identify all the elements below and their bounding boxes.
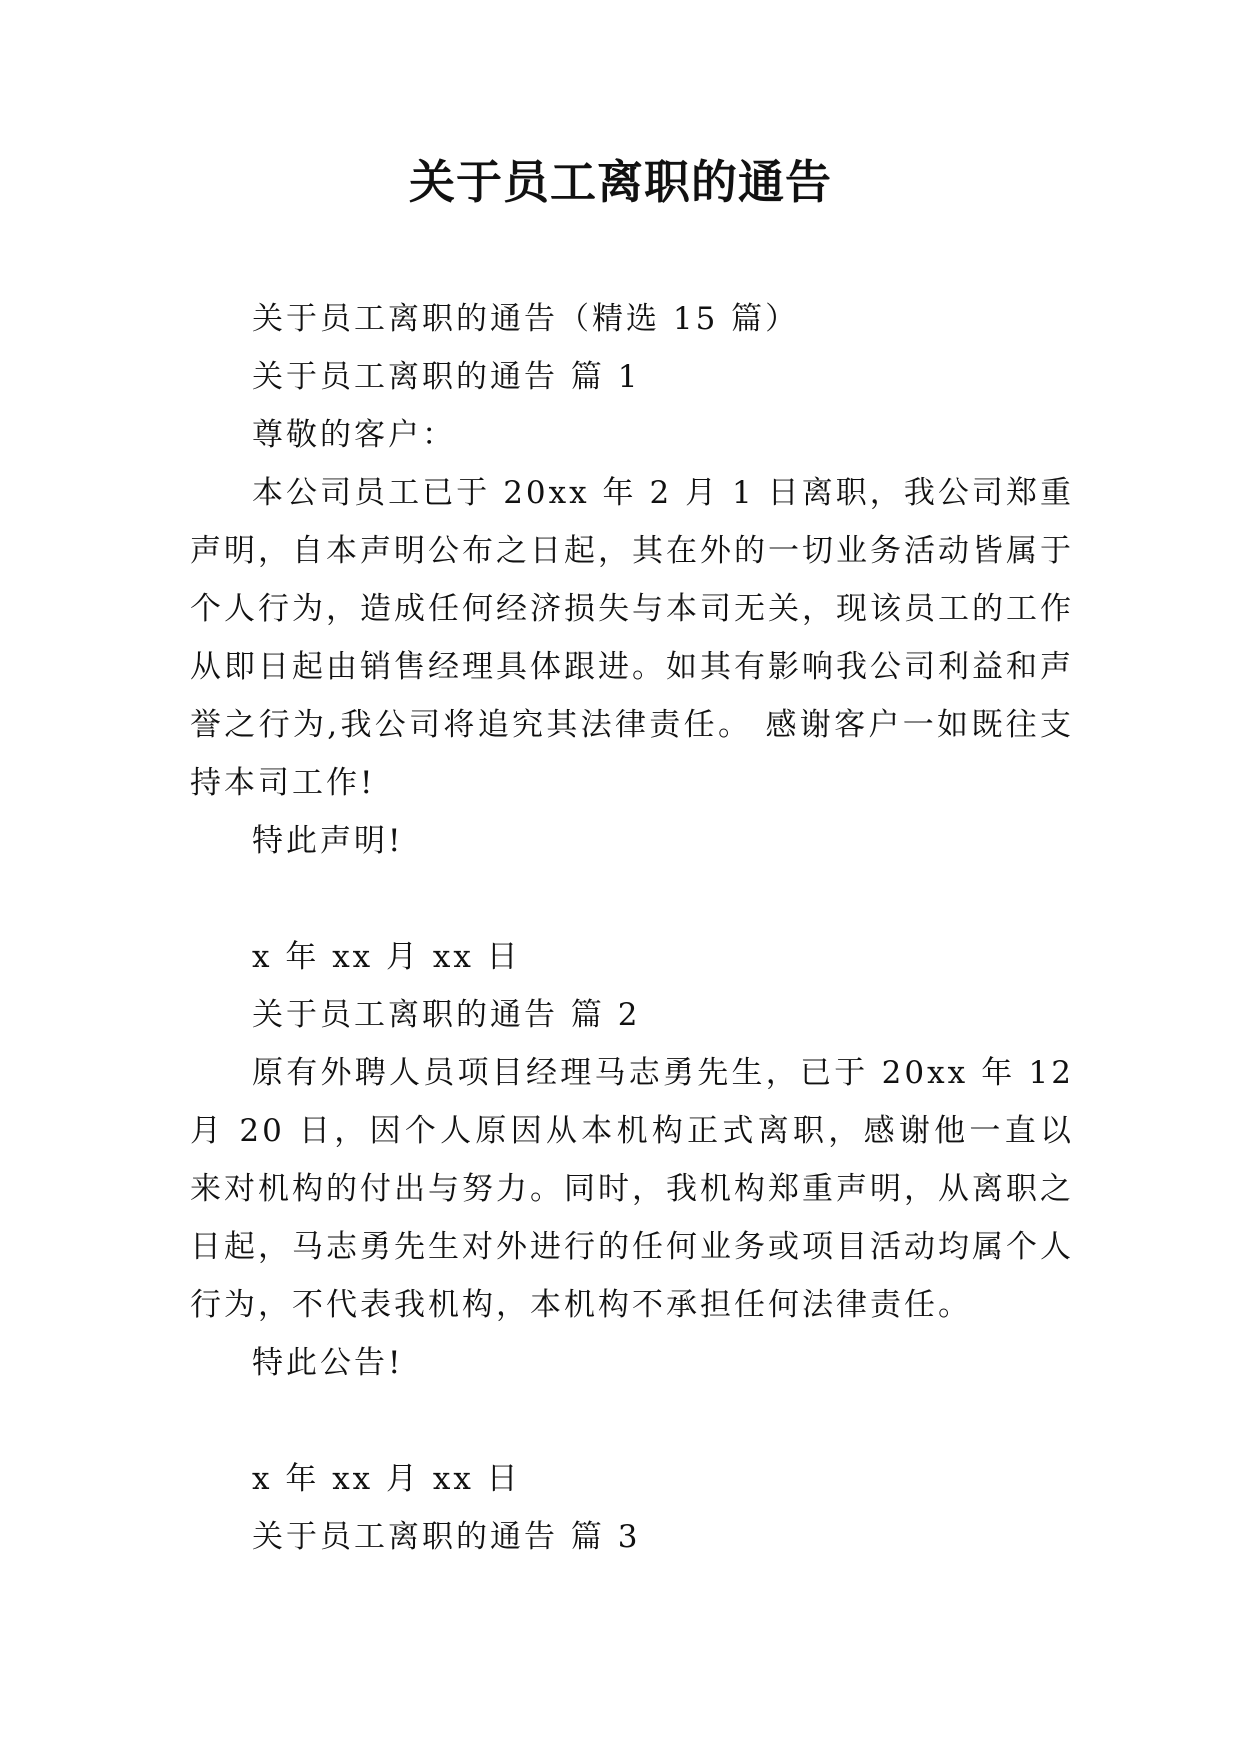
document-body (190, 290, 1074, 1566)
blank-line (190, 870, 1074, 928)
collection-heading: 关于员工离职的通告（精选 15 篇） (252, 301, 800, 337)
blank-line (190, 1392, 1074, 1450)
notice-2-closing: 特此公告! (252, 1345, 404, 1381)
notice-1-closing: 特此声明! (252, 823, 404, 859)
section-heading-2: 关于员工离职的通告 篇 2 (252, 997, 641, 1033)
section-heading-3: 关于员工离职的通告 篇 3 (252, 1519, 641, 1555)
notice-2-body: 原有外聘人员项目经理马志勇先生，已于 20xx 年 12 月 20 日，因个人原因从本机构正式离职，感谢他一直以来对机构的付出与努力。同时，我机构郑重声明，从离职之日起，马志勇先生对外进行的任何业务或项目活动均属个人行为，不代表我机构，本机构不承担任何法律责任。 (190, 1055, 1074, 1323)
notice-2-date: x 年 xx 月 xx 日 (252, 1461, 521, 1497)
section-heading-1: 关于员工离职的通告 篇 1 (252, 359, 641, 395)
notice-1-body: 本公司员工已于 20xx 年 2 月 1 日离职，我公司郑重声明，自本声明公布之日起，其在外的一切业务活动皆属于个人行为，造成任何经济损失与本司无关，现该员工的工作从即日起由销售经理具体跟进。如其有影响我公司利益和声誉之行为,我公司将追究其法律责任。 感谢客户一如既往支持本司工作! (190, 475, 1074, 801)
notice-1-date: x 年 xx 月 xx 日 (252, 939, 521, 975)
document-title: 关于员工离职的通告 (409, 155, 832, 209)
salutation: 尊敬的客户： (252, 417, 456, 453)
